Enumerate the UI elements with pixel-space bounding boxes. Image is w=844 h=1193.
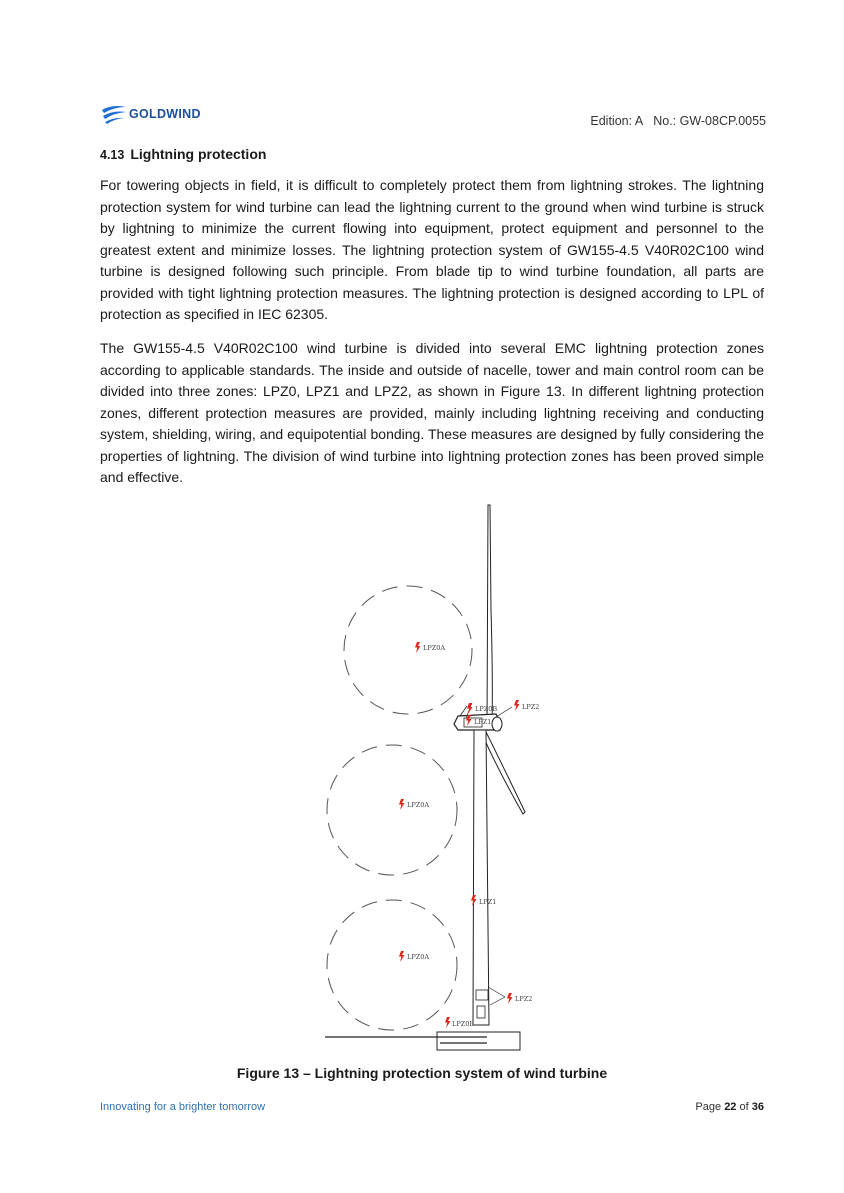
label-lpz0a-bottom: LPZ0A	[407, 953, 430, 961]
page-total: 36	[751, 1101, 764, 1113]
foundation	[437, 1032, 520, 1050]
tower	[473, 730, 489, 1025]
figure-caption: Figure 13 – Lightning protection system of wind turbine	[236, 1065, 608, 1081]
label-lpz0b-nacelle: LPZ0B	[475, 705, 498, 713]
section-heading	[100, 146, 266, 162]
paragraph-2: The GW155-4.5 V40R02C100 wind turbine is divided into several EMC lightning protection zones according to applicable standards. The inside and outside of nacelle, tower and main control room can be divided into three zones: LPZ0, LPZ1 and LPZ2, as shown in Figure 13. In different lightning protection zones, different protection measures are provided, mainly including lightning receiving and conducting system, shielding, wiring, and equipotential bonding. These measures are designed by fully considering the properties of lightning. The division of wind turbine into lightning protection zones has been proved simple and effective.	[100, 340, 764, 485]
bolt-icon	[415, 642, 421, 653]
document-number: No.: GW-08CP.0055	[653, 114, 766, 128]
label-lpz0a-top: LPZ0A	[423, 644, 446, 652]
bolt-icon	[445, 1017, 451, 1028]
bolt-icon	[514, 700, 520, 711]
label-lpz1-tower: LPZ1	[479, 898, 497, 906]
bolt-icon	[467, 703, 473, 714]
protection-sphere-top	[344, 586, 472, 714]
goldwind-swoosh-icon	[100, 104, 128, 126]
base-cabinet	[476, 990, 488, 1000]
label-lpz0b-base: LPZ0B	[452, 1020, 475, 1028]
page-current: 22	[724, 1101, 737, 1113]
footer-slogan: Innovating for a brighter tomorrow	[100, 1101, 266, 1113]
protection-sphere-bottom	[327, 900, 457, 1030]
bolt-icon	[507, 993, 513, 1004]
page-prefix: Page	[695, 1101, 722, 1113]
bolt-icon	[399, 799, 405, 810]
edition-label: Edition: A	[590, 114, 644, 128]
paragraph-1: For towering objects in field, it is difficult to completely protect them from lightning strokes. The lightning protection system for wind turbine can lead the lightning current to the ground when wind turbine is struck by lightning to minimize the current flowing into equipment, protect equipment and personnel to the greatest extent and minimize losses. The lightning protection system of GW155-4.5 V40R02C100 wind turbine is designed following such principle. From blade tip to wind turbine foundation, all parts are provided with tight lightning protection measures. The lightning protection is designed according to LPL of protection as specified in IEC 62305.	[100, 177, 764, 322]
label-lpz0a-middle: LPZ0A	[407, 801, 430, 809]
goldwind-logo	[100, 104, 250, 126]
bolt-icon	[399, 951, 405, 962]
page-of: of	[739, 1101, 749, 1113]
hub	[492, 717, 502, 731]
blade-upper	[487, 505, 492, 728]
label-lpz1-nacelle: LPZ1	[474, 718, 492, 726]
page-number	[695, 1101, 764, 1113]
document-edition	[590, 114, 766, 128]
lightning-zone-diagram	[300, 500, 560, 1060]
logo-text: GOLDWIND	[129, 107, 201, 121]
protection-sphere-middle	[327, 745, 457, 875]
section-number: 4.13	[100, 148, 125, 162]
label-lpz2-base: LPZ2	[515, 995, 533, 1003]
section-title: Lightning protection	[130, 146, 267, 162]
blade-lower	[483, 732, 525, 814]
label-lpz2-nacelle: LPZ2	[522, 703, 540, 711]
